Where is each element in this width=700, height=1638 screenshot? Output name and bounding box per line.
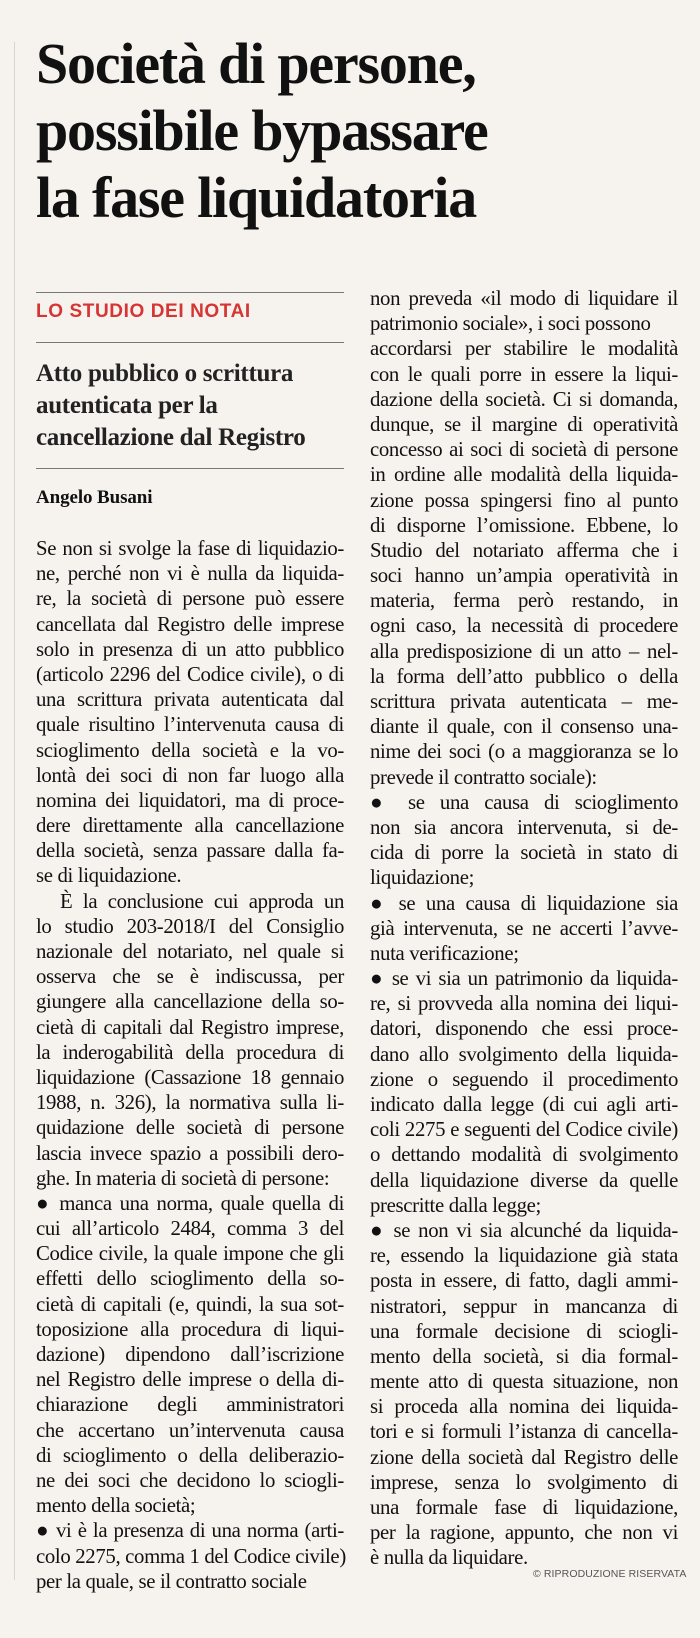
body-line: già intervenuta, se ne accerti l’avve- [370,916,678,940]
body-line: è nulla da liquidare. [370,1546,528,1570]
body-line: liquidazione; [370,866,475,890]
body-line: indicato dalla legge (di cui agli arti- [370,1093,678,1116]
body-line: dunque, se il margine di operatività [370,412,678,436]
body-line: È la conclusione cui approda un [60,889,344,913]
body-line: ● se una causa di liquidazione sia [370,891,678,915]
body-line: per la quale, se il contratto sociale [36,1569,307,1593]
body-line: di disporne l’omissione. Ebbene, lo [370,513,678,537]
body-line: della liquidazione diverse da quelle [370,1168,678,1192]
body-line: 1988, n. 326), la normativa sulla li- [36,1091,344,1115]
body-line: una scrittura privata autenticata dal [36,688,344,712]
body-line: tori e si formuli l’istanza di cancella- [370,1420,678,1444]
body-line: materia, ferma però restando, in [370,589,678,613]
body-line: ● se vi sia un patrimonio da liquida- [370,967,678,991]
body-line: dazione della società. Ci si domanda, [370,387,678,411]
body-line: ● se una causa di scioglimento [370,790,678,814]
body-line: ogni caso, la necessità di procedere [370,614,678,638]
body-line: zione della società dal Registro delle [370,1445,678,1469]
headline-line: possibile bypassare [36,98,488,163]
body-line: re, si provveda alla nomina dei liqui- [370,992,678,1016]
body-line: dano allo svolgimento della liquida- [370,1042,678,1066]
body-line: re, essendo la liquidazione già stata [370,1244,678,1268]
body-line: ne dei soci che decidono lo sciogli- [36,1468,344,1492]
body-line: patrimonio sociale», i soci possono [370,312,651,336]
subtitle-line: cancellazione dal Registro [36,424,306,451]
body-line: zione possa spingersi fino al punto [370,488,678,512]
body-line: imprese, senza lo svolgimento di [370,1470,678,1494]
body-line: datori, disponendo che essi proce- [370,1017,678,1041]
body-line: una formale fase di liquidazione, [370,1496,678,1519]
body-line: o dettando modalità di svolgimento [370,1143,678,1167]
body-line: concesso ai soci di società di persone [370,438,678,462]
headline-line: Società di persone, [36,31,476,96]
body-line: mente atto di questa situazione, non [370,1370,678,1394]
body-line: nomina dei liquidatori, ma di proce- [36,788,344,812]
body-line: ● se non vi sia alcunché da liquida- [370,1218,678,1242]
body-line: ● manca una norma, quale quella di [36,1191,344,1215]
body-line: posta in essere, di fatto, dagli ammi- [370,1269,678,1293]
byline: Angelo Busani [36,487,153,508]
kicker-divider-top [36,292,344,293]
body-line: effetti dello scioglimento della so- [36,1267,344,1291]
body-line: Codice civile, la quale impone che gli [36,1242,344,1266]
body-line: cui all’articolo 2484, comma 3 del [36,1217,344,1241]
body-line: re, la società di persone può essere [36,587,344,611]
kicker-divider-bottom [36,342,344,343]
body-line: prescritte dalla legge; [370,1193,541,1217]
body-line: solo in presenza di un atto pubblico [36,637,344,661]
body-line: ● vi è la presenza di una norma (arti- [36,1519,344,1543]
headline [36,30,676,231]
body-line: colo 2275, comma 1 del Codice civile) [36,1544,346,1568]
body-line: in ordine alle modalità della liquida- [370,463,678,487]
body-line: non preveda «il modo di liquidare il [370,287,678,310]
body-line: cietà di capitali dal Registro imprese, [36,1015,344,1039]
body-line: Se non si svolge la fase di liquidazio- [36,537,344,560]
body-line: ghe. In materia di società di persone: [36,1166,330,1190]
body-line: la forma dell’atto pubblico o della [370,664,678,688]
body-line: liquidazione (Cassazione 18 gennaio [36,1065,344,1089]
body-line: (articolo 2296 del Codice civile), o di [36,662,344,686]
body-line: cancellata dal Registro delle imprese [36,612,344,636]
body-line: la inderogabilità della procedura di [36,1040,344,1064]
body-line: dere direttamente alla cancellazione [36,814,344,838]
body-line: una formale decisione di sciogli- [370,1319,678,1343]
copyright-notice: © RIPRODUZIONE RISERVATA [533,1568,687,1580]
body-line: mento della società, si dia formal- [370,1344,678,1368]
body-line: prevede il contratto sociale): [370,765,597,789]
body-line: che accertano un’intervenuta causa [36,1418,344,1442]
kicker: LO STUDIO DEI NOTAI [36,301,251,322]
body-line: della società, senza passare dalla fa- [36,839,344,863]
body-line: zione o seguendo il procedimento [370,1067,678,1091]
body-line: lascia invece spazio a possibili dero- [36,1141,344,1165]
headline-line: la fase liquidatoria [36,165,477,230]
body-line: nime dei soci (o a maggioranza se lo [370,740,678,764]
body-line: mento della società; [36,1494,196,1518]
body-line: nazionale del notariato, nel quale si [36,940,344,963]
body-line: soci hanno un’ampia operatività in [370,564,678,588]
body-line: quidazione delle società di persone [36,1116,344,1140]
body-line: non sia ancora intervenuta, si de- [370,815,678,839]
body-line: con le quali porre in essere la liqui- [370,362,678,386]
subtitle-line: autenticata per la [36,392,218,419]
body-line: scrittura privata autenticata – me- [370,690,678,713]
body-line: se di liquidazione. [36,864,182,888]
body-line: chiarazione degli amministratori [36,1393,344,1417]
body-column-right [370,286,678,1571]
body-line: per la ragione, appunto, che non vi [370,1521,678,1545]
body-line: lontà dei soci di non far luogo alla [36,763,344,787]
subtitle-divider [36,468,344,469]
subtitle [36,358,344,454]
body-line: nuta verificazione; [370,941,519,965]
body-line: accordarsi per stabilire le modalità [370,337,678,361]
body-line: osserva che se è indiscussa, per [36,965,344,989]
body-line: toposizione alla procedura di liqui- [36,1317,344,1341]
column-rule [14,42,15,1580]
body-line: Studio del notariato afferma che i [370,538,678,562]
body-line: di scioglimento o della deliberazio- [36,1443,344,1467]
body-line: lo studio 203-2018/I del Consiglio [36,914,344,938]
body-line: nel Registro delle imprese o della di- [36,1368,344,1392]
body-line: giungere alla cancellazione della so- [36,990,344,1014]
body-column-left [36,536,344,1594]
body-line: cida di porre la società in stato di [370,841,678,865]
body-line: si proceda alla nomina dei liquida- [370,1395,678,1419]
body-line: coli 2275 e seguenti del Codice civile) [370,1118,678,1142]
body-line: alla predisposizione di un atto – nel- [370,639,678,663]
body-line: nistratori, seppur in mancanza di [370,1294,678,1318]
body-line: dazione) dipendono dall’iscrizione [36,1343,344,1366]
body-line: scioglimento della società e la vo- [36,738,344,762]
body-line: quale risultino l’intervenuta causa di [36,713,344,737]
body-line: diante il quale, con il consenso una- [370,715,678,739]
subtitle-line: Atto pubblico o scrittura [36,360,294,387]
body-line: cietà di capitali (e, quindi, la sua sot- [36,1292,344,1316]
body-line: ne, perché non vi è nulla da liquida- [36,562,344,586]
